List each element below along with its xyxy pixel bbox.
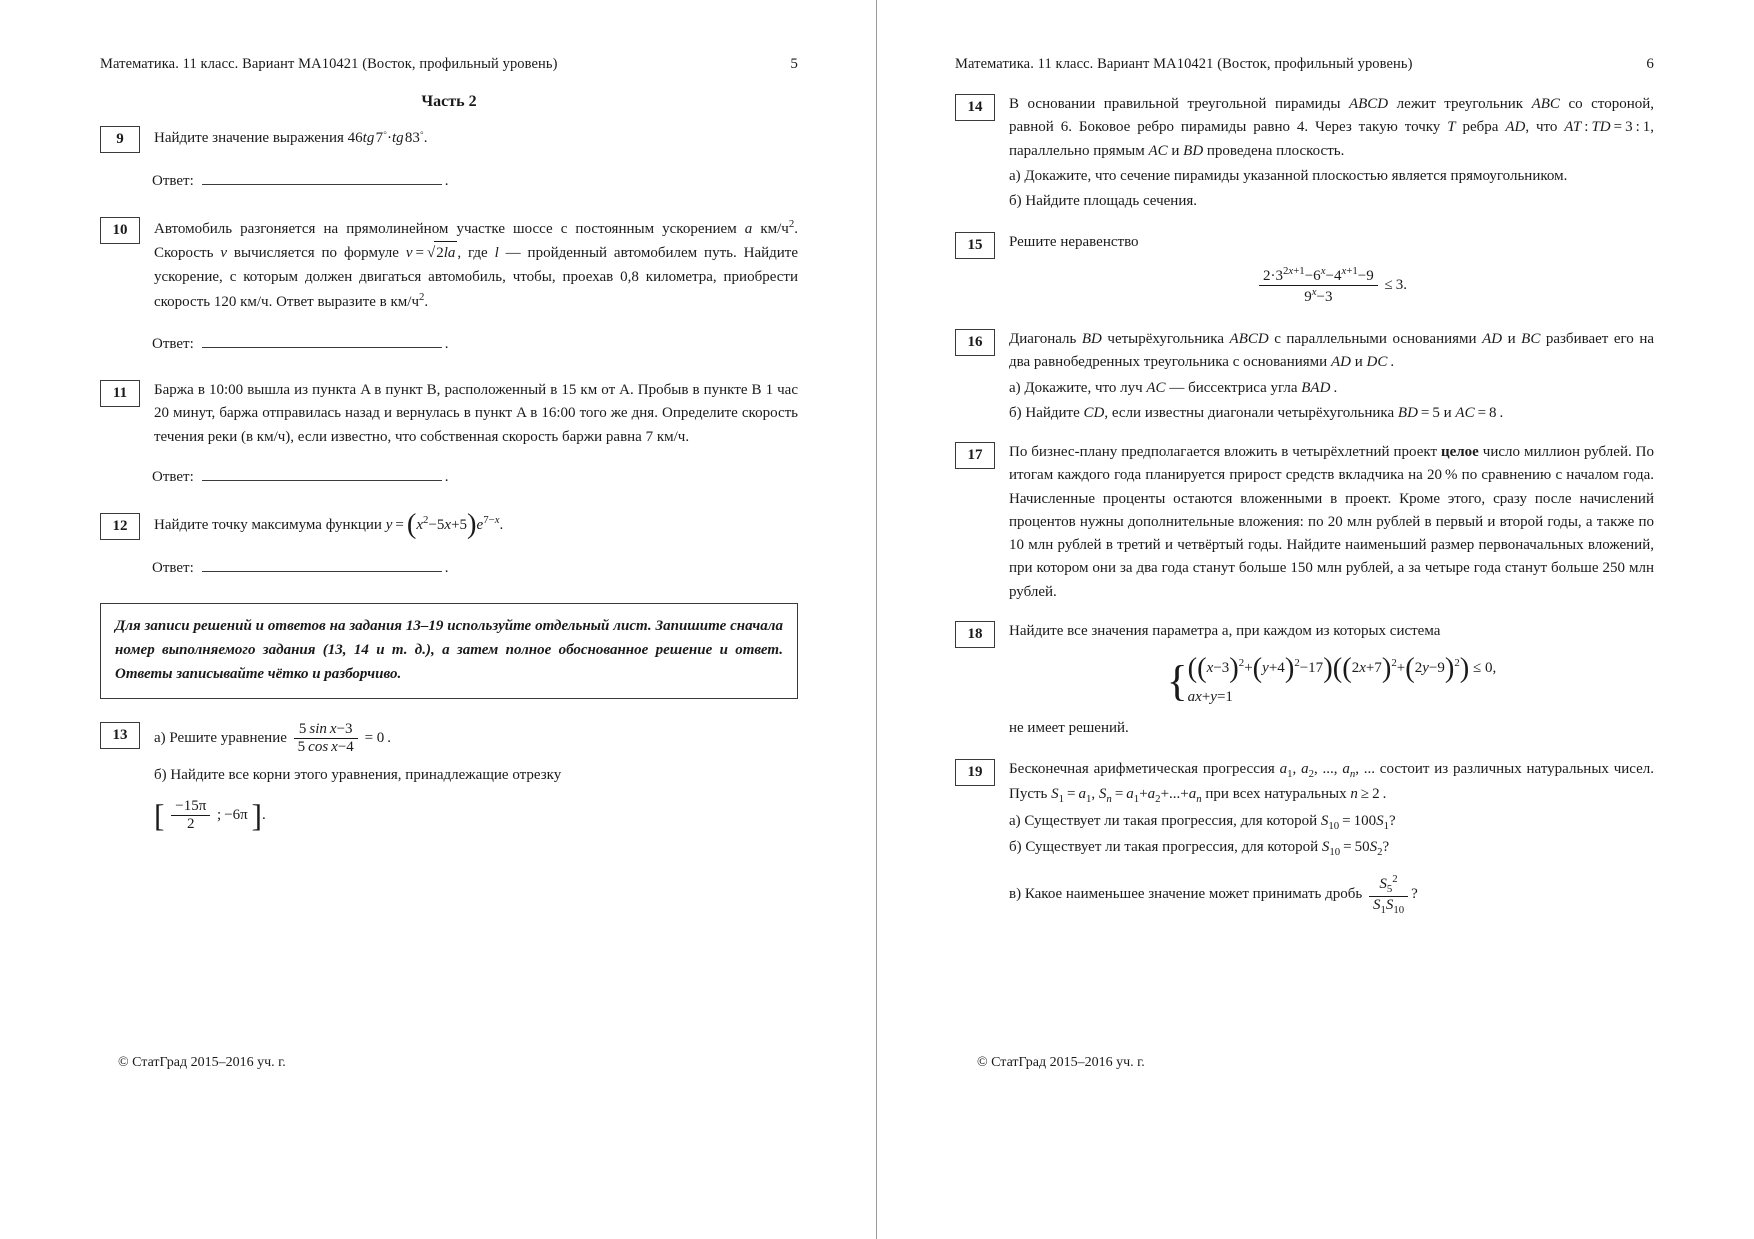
- task-12-lead: Найдите точку максимума функции: [154, 516, 382, 533]
- task-number-badge: 17: [955, 442, 995, 469]
- task-11: [100, 379, 798, 449]
- task-number-badge: 14: [955, 94, 995, 121]
- task-15-formula: $\frac{2\cdot 3^{2x+1}-6^x-4^{x+1}-9}{9^x-3}$ ≤ 3.: [1009, 265, 1654, 307]
- task-number-badge: 9: [100, 126, 140, 153]
- task-text: а) Решите уравнение $\frac{\text{5 sin x−3}}{\text{5 cos x−4}}$ = 0 . б) Найдите все корни этого уравнения, принадлежащие отрезку [ $\frac{-15\pi}{2}$ ; −6π ].: [154, 720, 562, 833]
- answer-line-9: Ответ: .: [152, 173, 449, 189]
- task-13: [100, 721, 798, 835]
- task-number-badge: 11: [100, 380, 140, 407]
- header-title-left: Математика. 11 класс. Вариант МА10421 (Восток, профильный уровень): [100, 56, 558, 72]
- page-number-left: 5: [790, 56, 798, 72]
- task-17: [955, 441, 1654, 606]
- answer-label: Ответ:: [152, 336, 194, 352]
- task-number-badge: 13: [100, 722, 140, 749]
- task-text: [1009, 231, 1654, 316]
- answer-line-10: Ответ: .: [152, 336, 449, 352]
- task-number-badge: 19: [955, 759, 995, 786]
- task-9-lead: Найдите значение выражения: [154, 130, 344, 146]
- task-text: Автомобиль разгоняется на прямолинейном участке шоссе с постоянным ускорением a $км/ч^2$. Скорость v вычисляется по формуле v = √2la , где l — пройденный автомобилем путь. Найдите ускорение, с которым должен двигаться автомобиль, чтобы, проехав 0,8 километра, приобрести скорость 120 км/ч. Ответ выразите в $км/ч^2$.: [154, 218, 799, 310]
- page-header-left: [100, 56, 798, 73]
- task-text: По бизнес-плану предполагается вложить в четырёхлетний проект целое число миллион рублей. По итогам каждого года планируется прирост средств вкладчика на 20 % по сравнению с началом года. Начисленные проценты остаются вложенными в проект. Кроме этого, сразу после начислений процентов нужны дополнительные вложения: по 20 млн рублей в первый и второй годы, а также по 10 млн рублей в третий и четвёртый годы. Найдите наименьший размер первоначальных вложений, при котором они за два года станут больше 150 млн рублей, а за четыре года станут больше 250 млн рублей.: [1009, 444, 1655, 600]
- task-text: [154, 125, 798, 152]
- task-18-lead: Найдите все значения параметра a, при каждом из которых система: [1009, 622, 1441, 639]
- answer-label: Ответ:: [152, 468, 194, 485]
- footer-right: © СтатГрад 2015–2016 уч. г.: [977, 1055, 1145, 1070]
- task-number-badge: 15: [955, 232, 995, 259]
- task-14-item-b: б) Найдите площадь сечения.: [1009, 193, 1197, 209]
- task-text: [154, 509, 798, 541]
- answer-blank[interactable]: [202, 467, 442, 481]
- task-15: [955, 231, 1654, 316]
- answer-line-11: Ответ: .: [152, 468, 449, 485]
- answer-blank[interactable]: [202, 558, 442, 572]
- page-right: [877, 0, 1754, 1239]
- task-13-b-fraction: $\frac{-15\pi}{2}$: [171, 798, 210, 834]
- answer-label: Ответ:: [152, 559, 194, 576]
- task-number-badge: 18: [955, 621, 995, 648]
- header-title-right: Математика. 11 класс. Вариант МА10421 (Восток, профильный уровень): [955, 56, 1413, 72]
- task-14: [955, 93, 1654, 215]
- task-text: Баржа в 10:00 вышла из пункта A в пункт B, расположенный в 15 км от A. Пробыв в пункте B 1 час 20 минут, баржа отправилась назад и вернулась в пункт A в 16:00 того же дня. Определите скорость течения реки (в км/ч), если известно, что собственная скорость баржи равна 7 км/ч.: [154, 382, 798, 445]
- task-15-lead: Решите неравенство: [1009, 234, 1139, 251]
- answer-line-12: Ответ: .: [152, 559, 449, 576]
- task-18-system: { $((x-3)^2+(y+4)^2-17)((2x+7)^2+(2y-9)^2) \le 0$, ax+y=1: [1166, 652, 1497, 706]
- task-10: [100, 216, 798, 316]
- page-header-right: [955, 56, 1654, 73]
- task-text: [1009, 620, 1654, 743]
- task-12-formula: $y = (x^2-5x+5)e^{7-x}$.: [385, 509, 504, 541]
- answer-blank[interactable]: [202, 334, 442, 348]
- task-19: [955, 758, 1654, 918]
- task-13-a-lead: а) Решите уравнение: [154, 729, 287, 746]
- page-number-right: 6: [1646, 56, 1654, 72]
- task-12: [100, 509, 798, 541]
- footer-left: © СтатГрад 2015–2016 уч. г.: [118, 1055, 286, 1070]
- task-18: [955, 620, 1654, 743]
- task-number-badge: 16: [955, 329, 995, 356]
- task-9-formula: 46tg 7◦·tg 83◦.: [347, 127, 428, 146]
- task-14-item-a: а) Докажите, что сечение пирамиды указанной плоскостью является прямоугольником.: [1009, 167, 1568, 184]
- answer-blank[interactable]: [202, 171, 442, 185]
- task-13-a-fraction: $\frac{\text{5 sin x−3}}{\text{5 cos x−4}}$: [294, 721, 358, 757]
- task-number-badge: 12: [100, 513, 140, 540]
- task-number-badge: 10: [100, 217, 140, 244]
- task-text: Диагональ BD четырёхугольника ABCD с параллельными основаниями AD и BC разбивает его на два равнобедренных треугольника с основаниями AD и DC . а) Докажите, что луч AC — биссектриса угла BAD . б) Найдите CD, если известны диагонали четырёхугольника BD = 5 и AC = 8 .: [1009, 331, 1655, 421]
- task-text: Бесконечная арифметическая прогрессия $a_1$, $a_2$, ..., $a_n$, ... состоит из различных натуральных чисел. Пусть $S_1 = a_1$, $S_n = a_1+a_2+...+a_n$ при всех натуральных n ≥ 2 . а) Существует ли такая прогрессия, для которой $S_{10} = 100S_1$? б) Существует ли такая прогрессия, для которой $S_{10} = 50S_2$? в) Какое наименьшее значение может принимать дробь $\frac{S_5^2}{S_1S_{10}}$ ?: [1009, 761, 1654, 916]
- task-16: [955, 328, 1654, 427]
- task-text: В основании правильной треугольной пирамиды ABCD лежит треугольник ABC со стороной, равной 6. Боковое ребро пирамиды равно 4. Через такую точку T ребра AD, что AT : TD = 3 : 1, параллельно прямым AC и BD проведена плоскость. а) Докажите, что сечение пирамиды указанной плоскостью является прямоугольником. б) Найдите площадь сечения.: [1009, 93, 1654, 215]
- part-title: Часть 2: [421, 93, 477, 110]
- notice-box: Для записи решений и ответов на задания 13–19 используйте отдельный лист. Запишите сначала номер выполняемого задания (13, 14 и т. д.), а затем полное обоснованное решение и ответ. Ответы записывайте чётко и разборчиво.: [100, 603, 798, 699]
- task-18-tail: не имеет решений.: [1009, 720, 1129, 736]
- answer-label: Ответ:: [152, 173, 194, 189]
- task-9: [100, 125, 798, 153]
